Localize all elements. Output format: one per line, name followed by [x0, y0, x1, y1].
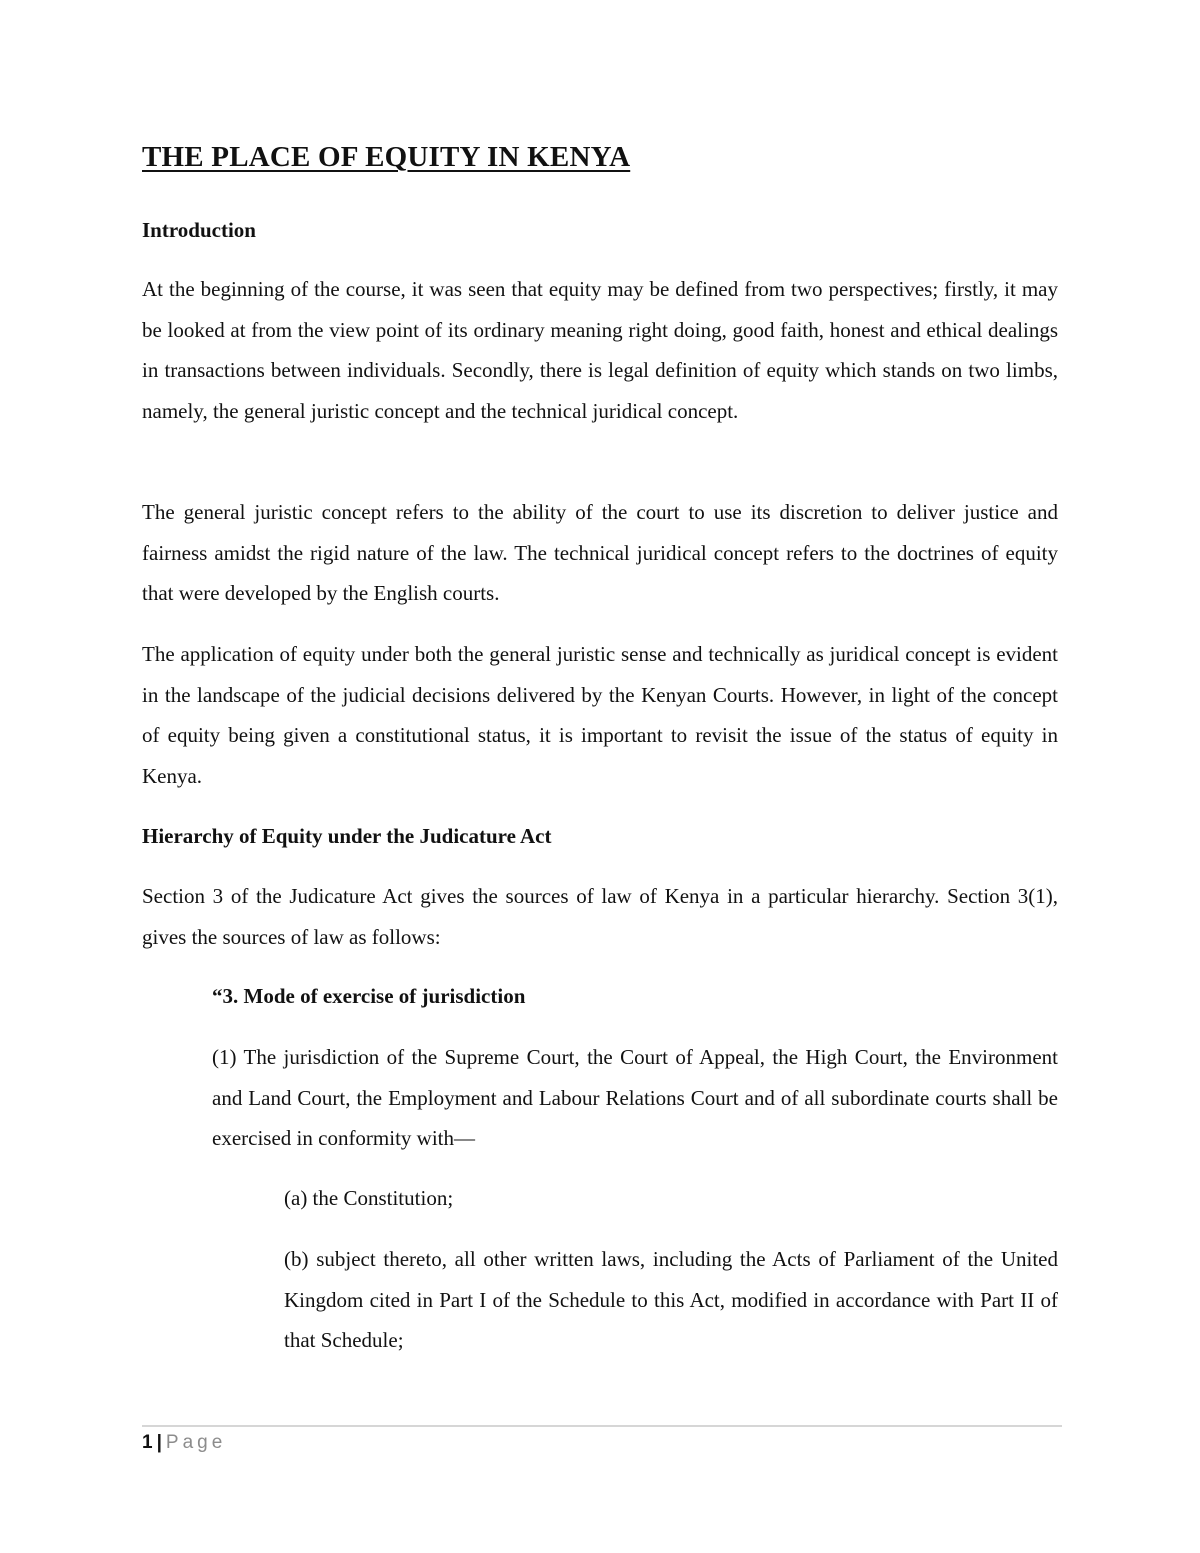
page-footer [142, 1432, 226, 1454]
paragraph-section-3: Section 3 of the Judicature Act gives the sources of law of Kenya in a particular hierarchy. Section 3(1), gives the sources of law as follows: [142, 884, 1058, 949]
document-title: THE PLACE OF EQUITY IN KENYA [142, 141, 631, 173]
page-number: 1 [142, 1432, 153, 1453]
hierarchy-heading: Hierarchy of Equity under the Judicature Act [142, 824, 552, 848]
introduction-heading: Introduction [142, 218, 256, 242]
footer-separator: | [156, 1432, 162, 1453]
quote-item-b: (b) subject thereto, all other written laws, including the Acts of Parliament of the United Kingdom cited in Part I of the Schedule to this Act, modified in accordance with Part II of that Schedule; [284, 1247, 1058, 1352]
quote-clause-1: (1) The jurisdiction of the Supreme Court, the Court of Appeal, the High Court, the Environment and Land Court, the Employment and Labour Relations Court and of all subordinate courts shall be exercised in conformity with— [212, 1045, 1058, 1150]
page-label: Page [165, 1432, 227, 1453]
quote-item-a: (a) the Constitution; [284, 1186, 454, 1210]
footer-divider [142, 1425, 1062, 1427]
paragraph-application: The application of equity under both the general juristic sense and technically as juridical concept is evident in the landscape of the judicial decisions delivered by the Kenyan Courts. However, in light of the concept of equity being given a constitutional status, it is important to revisit the issue of the status of equity in Kenya. [142, 642, 1058, 788]
quote-heading: “3. Mode of exercise of jurisdiction [212, 984, 526, 1008]
paragraph-definitions: At the beginning of the course, it was seen that equity may be defined from two perspectives; firstly, it may be looked at from the view point of its ordinary meaning right doing, good faith, honest and ethical dealings in transactions between individuals. Secondly, there is legal definition of equity which stands on two limbs, namely, the general juristic concept and the technical juridical concept. [142, 277, 1058, 423]
paragraph-juristic-concept: The general juristic concept refers to the ability of the court to use its discretion to deliver justice and fairness amidst the rigid nature of the law. The technical juridical concept refers to the doctrines of equity that were developed by the English courts. [142, 500, 1058, 605]
